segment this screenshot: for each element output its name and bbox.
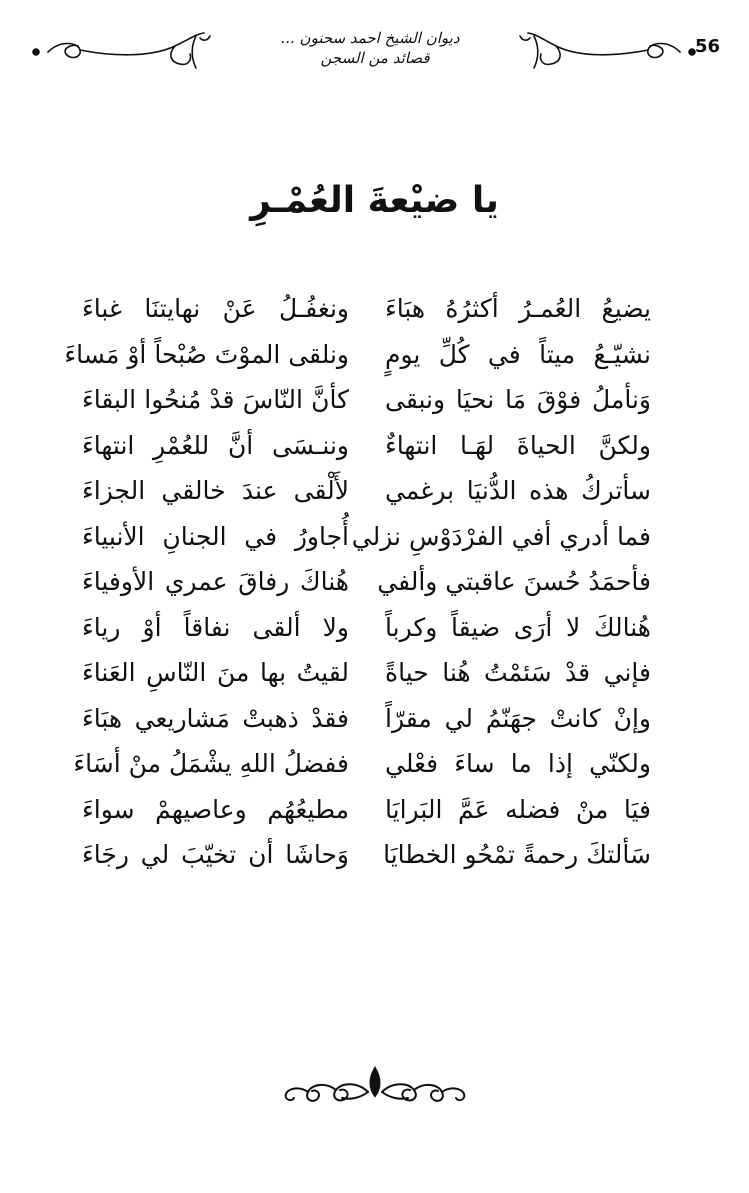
verse-second-half: فقدْ ذهبتْ مَشاريعي هبَاءَ — [82, 703, 349, 733]
verse-second-half: ونغفُـلُ عَنْ نهايتنَا غباءَ — [82, 294, 349, 323]
verse-row — [0, 377, 749, 423]
poem-title: يا ضيْعةَ العُمْـرِ — [250, 180, 499, 221]
verse-first-half: ولكنّي إذا ما ساءَ فعْلي — [385, 749, 651, 778]
verse-row — [0, 468, 749, 514]
verse-first-half: سأتركُ هذه الدُّنيَا برغمي — [385, 476, 651, 505]
verse-row — [0, 741, 749, 787]
book-title: ديوان الشيخ احمد سحنون ... — [280, 29, 460, 47]
verse-row — [0, 696, 749, 742]
verse-first-half: سَألتكَ رحمةً تمْحُو الخطايَا — [383, 840, 651, 869]
running-title — [240, 28, 520, 68]
verse-second-half: ففضلُ اللهِ يشْمَلُ منْ أسَاءَ — [73, 749, 349, 778]
verse-second-half: ولا ألقى نفاقاً أوْ رياءَ — [82, 612, 349, 642]
verse-first-half: ولكنَّ الحياةَ لهَـا انتهاءٌ — [385, 430, 651, 460]
verse-first-half: فأحمَدُ حُسنَ عاقبتي وألفي — [377, 567, 651, 596]
verse-first-half: وإنْ كانتْ جهَنّمُ لي مقرّاً — [385, 703, 651, 733]
verse-row — [0, 832, 749, 878]
fleuron-icon — [270, 1062, 480, 1108]
verse-second-half: هُناكَ رفاقَ عمري الأوفياءَ — [82, 567, 349, 596]
verse-second-half: وننـسَى أنَّ للعُمْرِ انتهاءَ — [82, 430, 349, 460]
verse-row — [0, 332, 749, 378]
verse-second-half: أُجاورُ في الجنانِ الأنبياءَ — [82, 521, 349, 551]
verse-row — [0, 514, 749, 560]
page-header — [0, 0, 749, 110]
verse-first-half: وَنأملُ فوْقَ مَا نحيَا ونبقى — [385, 385, 651, 414]
verse-first-half: نشيّـعُ ميتاً في كُلِّ يومٍ — [385, 339, 651, 369]
verse-row — [0, 286, 749, 332]
verse-first-half: فإني قدْ سَئمْتُ هُنا حياةً — [385, 658, 651, 687]
verse-first-half: فيَا منْ فضله عَمَّ البَرايَا — [385, 794, 651, 824]
verse-first-half: فما أدري أفي الفرْدَوْسِ نزلي — [351, 521, 651, 551]
verse-row — [0, 605, 749, 651]
verse-row — [0, 650, 749, 696]
verse-second-half: وَحاشَا أن تخيّبَ لي رجَاءَ — [82, 840, 349, 869]
verse-row — [0, 787, 749, 833]
verse-second-half: مطيعُهُم وعاصيهمْ سواءَ — [82, 794, 349, 824]
verse-second-half: كأنَّ النّاسَ قدْ مُنحُوا البقاءَ — [82, 385, 349, 414]
verse-row — [0, 559, 749, 605]
poem-verses — [0, 286, 749, 878]
verse-row — [0, 423, 749, 469]
section-title: قصائد من السجن — [320, 49, 430, 67]
verse-second-half: لأَلْقى عندَ خالقي الجزاءَ — [82, 476, 349, 505]
verse-second-half: لقيتُ بها منَ النّاسِ العَناءَ — [82, 658, 349, 687]
verse-second-half: ونلقى الموْتَ صُبْحاً أوْ مَساءَ — [64, 339, 349, 369]
page-number: 56 — [694, 36, 720, 57]
verse-first-half: يضيعُ العُمـرُ أكثرُهُ هبَاءَ — [385, 294, 651, 323]
verse-first-half: هُنالكَ لا أرَى ضيقاً وكرباً — [385, 612, 651, 642]
